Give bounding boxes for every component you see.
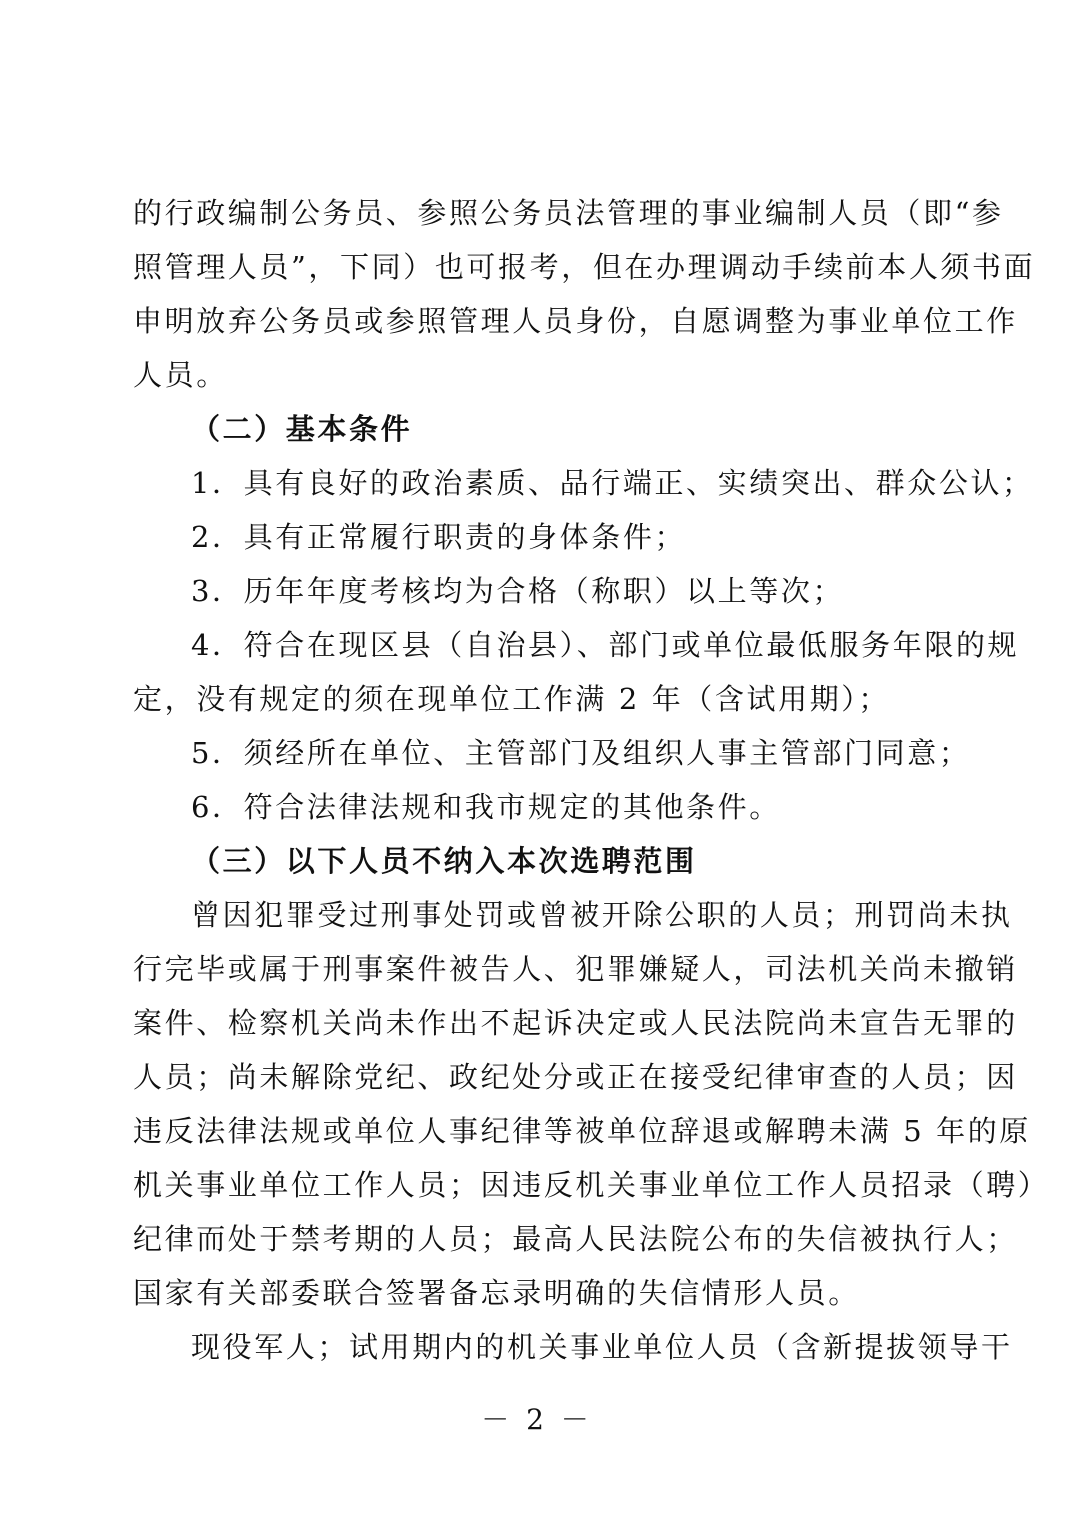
- paragraph-line: 机关事业单位工作人员；因违反机关事业单位工作人员招录（聘）: [133, 1168, 1050, 1202]
- list-item: 4．符合在现区县（自治县）、部门或单位最低服务年限的规: [191, 628, 1020, 662]
- paragraph-line: 曾因犯罪受过刑事处罚或曾被开除公职的人员；刑罚尚未执: [191, 898, 1013, 932]
- paragraph-line: 纪律而处于禁考期的人员；最高人民法院公布的失信被执行人；: [133, 1222, 1018, 1256]
- paragraph-line: 案件、检察机关尚未作出不起诉决定或人民法院尚未宣告无罪的: [133, 1006, 1018, 1040]
- paragraph-line: 人员；尚未解除党纪、政纪处分或正在接受纪律审查的人员；因: [133, 1060, 1018, 1094]
- section-heading-basic-conditions: （二）基本条件: [191, 412, 413, 446]
- list-item: 5．须经所在单位、主管部门及组织人事主管部门同意；: [191, 736, 971, 770]
- list-item-continuation: 定，没有规定的须在现单位工作满 2 年（含试用期）；: [133, 682, 890, 716]
- document-body: [133, 186, 1050, 1374]
- paragraph-line: 照管理人员”，下同）也可报考，但在办理调动手续前本人须书面: [133, 250, 1036, 284]
- list-item: 3．历年年度考核均为合格（称职）以上等次；: [191, 574, 845, 608]
- section-heading-excluded-persons: （三）以下人员不纳入本次选聘范围: [191, 844, 697, 878]
- list-item: 6．符合法律法规和我市规定的其他条件。: [191, 790, 781, 824]
- list-item: 1．具有良好的政治素质、品行端正、实绩突出、群众公认；: [191, 466, 1034, 500]
- paragraph-line: 违反法律法规或单位人事纪律等被单位辞退或解聘未满 5 年的原: [133, 1114, 1031, 1148]
- paragraph-line: 人员。: [133, 358, 228, 392]
- paragraph-line: 行完毕或属于刑事案件被告人、犯罪嫌疑人，司法机关尚未撤销: [133, 952, 1018, 986]
- paragraph-line: 申明放弃公务员或参照管理人员身份，自愿调整为事业单位工作: [133, 304, 1018, 338]
- paragraph-line: 国家有关部委联合签署备忘录明确的失信情形人员。: [133, 1276, 860, 1310]
- list-item: 2．具有正常履行职责的身体条件；: [191, 520, 687, 554]
- page-number: － 2 －: [481, 1403, 593, 1436]
- paragraph-line: 的行政编制公务员、参照公务员法管理的事业编制人员（即“参: [133, 196, 1004, 230]
- paragraph-line: 现役军人；试用期内的机关事业单位人员（含新提拔领导干: [191, 1330, 1013, 1364]
